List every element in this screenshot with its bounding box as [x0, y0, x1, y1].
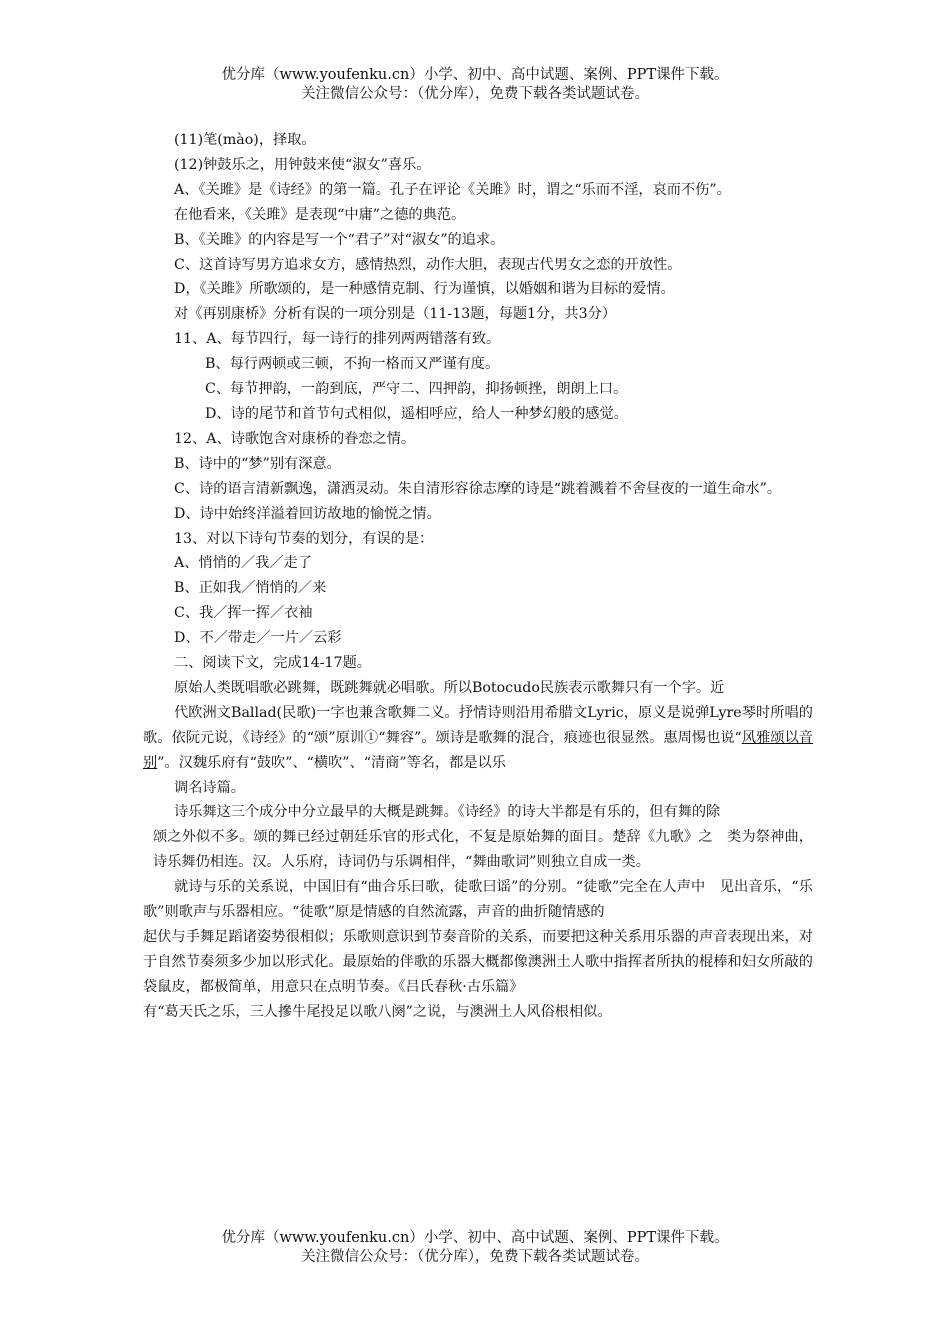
passage-paragraph-2b: 颂之外似不多。颂的舞已经过朝廷乐官的形式化，不复是原始舞的面目。楚辞《九歌》之 类为祭神曲，诗乐舞仍相连。汉。人乐府，诗词仍与乐调相伴，“舞曲歌词”则独立自成一类。 — [153, 829, 813, 871]
option-a: A、《关雎》是《诗经》的第一篇。孔子在评论《关雎》时，谓之“乐而不淫，哀而不伤”。 — [174, 181, 731, 198]
option-a-cont: 在他看来，《关雎》是表现“中庸”之德的典范。 — [174, 206, 466, 223]
question-13: 13、对以下诗句节奏的划分，有误的是： — [174, 530, 434, 547]
q11-option-d: D、诗的尾节和首节句式相似，遥相呼应，给人一种梦幻般的感觉。 — [205, 405, 628, 422]
header-line-2: 关注微信公众号：（优分库），免费下载各类试题试卷。 — [301, 86, 649, 102]
question-11-13-intro: 对《再别康桥》分析有误的一项分别是（11-13题，每题1分，共3分） — [174, 306, 617, 323]
option-b: B、《关雎》的内容是写一个“君子”对“淑女”的追求。 — [174, 231, 505, 248]
document-body — [143, 128, 813, 1025]
q11-option-c: C、每节押韵，一韵到底，严守二、四押韵，抑扬顿挫，朗朗上口。 — [205, 381, 628, 398]
option-d: D，《关雎》所歌颂的，是一种感情克制、行为谨慎，以婚姻和谐为目标的爱情。 — [174, 281, 675, 298]
passage-paragraph-2a: 诗乐舞这三个成分中分立最早的大概是跳舞。《诗经》的诗大半都是有乐的，但有舞的除 — [174, 804, 721, 821]
note-12: (12)钟鼓乐之，用钟鼓来使“淑女”喜乐。 — [174, 156, 431, 173]
q13-option-c: C、我／挥一挥／衣袖 — [174, 605, 313, 622]
q12-option-b: B、诗中的“梦”别有深意。 — [174, 455, 341, 472]
header-line-1: 优分库（www.youfenku.cn）小学、初中、高中试题、案例、PPT课件下载。 — [221, 67, 729, 83]
section-2-heading: 二、阅读下文，完成14-17题。 — [174, 655, 371, 672]
passage-text: ”。汉魏乐府有“鼓吹”、“横吹”、“清商”等名，都是以乐 — [157, 754, 506, 771]
passage-paragraph-1b — [143, 701, 813, 776]
q12-option-d: D、诗中始终洋溢着回访故地的愉悦之情。 — [174, 505, 441, 522]
passage-paragraph-3a: 就诗与乐的关系说，中国旧有“曲合乐曰歌，徒歌曰谣”的分别。“徒歌”完全在人声中 见出音乐，“乐歌”则歌声与乐器相应。“徒歌”原是情感的自然流露，声音的曲折随情感的 — [143, 879, 813, 921]
passage-paragraph-1c: 调名诗篇。 — [174, 779, 245, 796]
q11-option-b: B、每行两顿或三顿，不拘一格而又严谨有度。 — [205, 356, 500, 373]
note-11: (11)笔(mào)，择取。 — [174, 132, 316, 148]
q13-option-b: B、正如我／悄悄的／来 — [174, 580, 327, 597]
passage-paragraph-3c: 有“葛天氏之乐，三人摻牛尾投足以歌八阕”之说，与澳洲土人风俗根相似。 — [143, 1003, 612, 1020]
page-header — [0, 66, 950, 104]
q11-option-a: 11、A、每节四行，每一诗行的排列两两错落有致。 — [174, 331, 501, 348]
passage-text: 代欧洲文Ballad(民歌)一字也兼含歌舞二义。抒情诗则沿用希腊文Lyric，原义是说弹Lyre琴时所唱的歌。依阮元说，《诗经》的“颂”原训①“舞容”。颂诗是歌舞的混合，痕迹也很显然。惠周惕也说“ — [143, 704, 813, 746]
passage-paragraph-3b: 起伏与手舞足蹈诸姿势很相似；乐歌则意识到节奏音阶的关系，而要把这种关系用乐器的声音表现出来，对于自然节奏须多少加以形式化。最原始的伴歌的乐器大概都像澳洲土人歌中指挥者所执的棍棒和妇女所敲的袋鼠皮，都极简单，用意只在点明节奏。《吕氏春秋·古乐篇》 — [143, 929, 813, 995]
passage-paragraph-1a: 原始人类既唱歌必跳舞，既跳舞就必唱歌。所以Botocudo民族表示歌舞只有一个字。近 — [174, 679, 725, 696]
footer-line-1: 优分库（www.youfenku.cn）小学、初中、高中试题、案例、PPT课件下载。 — [221, 1230, 729, 1246]
underlined-quote: 风雅颂以音别 — [143, 729, 813, 771]
q13-option-d: D、不／带走／一片／云彩 — [174, 630, 342, 647]
option-c: C、这首诗写男方追求女方，感情热烈，动作大胆，表现古代男女之恋的开放性。 — [174, 256, 682, 273]
q12-option-c: C、诗的语言清新飘逸，潇洒灵动。朱自清形容徐志摩的诗是“跳着溅着不舍昼夜的一道生命水”。 — [174, 480, 782, 497]
page-footer — [0, 1229, 950, 1267]
footer-line-2: 关注微信公众号：（优分库），免费下载各类试题试卷。 — [301, 1249, 649, 1265]
q13-option-a: A、悄悄的／我／走了 — [174, 555, 312, 572]
q12-option-a: 12、A、诗歌饱含对康桥的眷恋之情。 — [174, 430, 416, 447]
